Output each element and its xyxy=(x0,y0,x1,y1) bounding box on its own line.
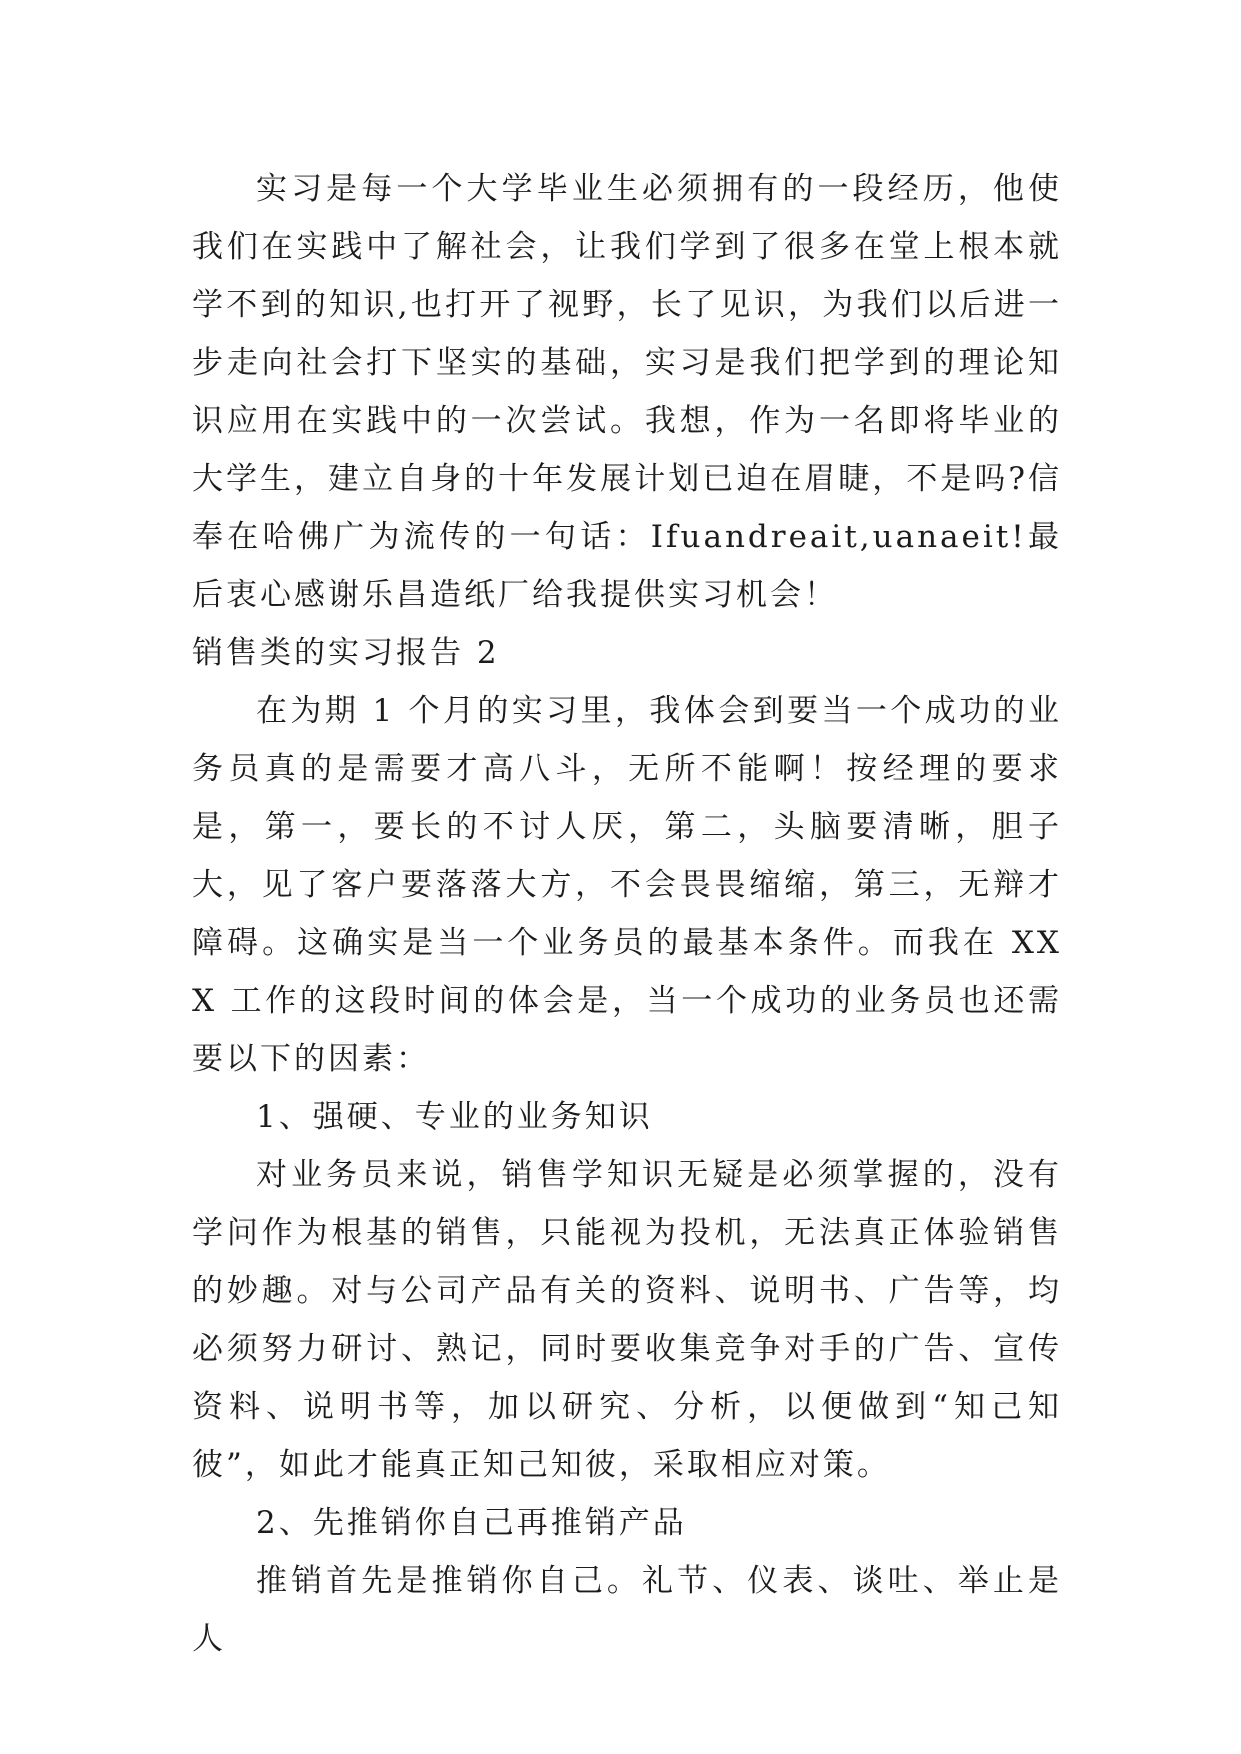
subheading-sell-yourself-first: 2、先推销你自己再推销产品 xyxy=(256,1505,687,1541)
paragraph-sell-yourself: 推销首先是推销你自己。礼节、仪表、谈吐、举止是人 xyxy=(192,1563,1062,1657)
document-body xyxy=(192,160,1062,1668)
paragraph-sales-knowledge: 对业务员来说，销售学知识无疑是必须掌握的，没有学问作为根基的销售，只能视为投机，无法真正体验销售的妙趣。对与公司产品有关的资料、说明书、广告等，均必须努力研讨、熟记，同时要收集竞争对手的广告、宣传资料、说明书等，加以研究、分析，以便做到“知己知彼”，如此才能真正知己知彼，采取相应对策。 xyxy=(192,1157,1062,1483)
subheading-professional-knowledge: 1、强硬、专业的业务知识 xyxy=(256,1099,653,1135)
section-heading-sales-report-2: 销售类的实习报告 2 xyxy=(192,635,500,671)
paragraph-internship-summary: 实习是每一个大学毕业生必须拥有的一段经历，他使我们在实践中了解社会，让我们学到了很多在堂上根本就学不到的知识,也打开了视野，长了见识，为我们以后进一步走向社会打下坚实的基础，实习是我们把学到的理论知识应用在实践中的一次尝试。我想，作为一名即将毕业的大学生，建立自身的十年发展计划已迫在眉睫，不是吗?信奉在哈佛广为流传的一句话：Ifuandreait,uanaeit!最后衷心感谢乐昌造纸厂给我提供实习机会！ xyxy=(192,171,1062,613)
paragraph-salesperson-requirements: 在为期 1 个月的实习里，我体会到要当一个成功的业务员真的是需要才高八斗，无所不能啊！按经理的要求是，第一，要长的不讨人厌，第二，头脑要清晰，胆子大，见了客户要落落大方，不会畏畏缩缩，第三，无辩才障碍。这确实是当一个业务员的最基本条件。而我在 XXX 工作的这段时间的体会是，当一个成功的业务员也还需要以下的因素： xyxy=(192,693,1062,1077)
